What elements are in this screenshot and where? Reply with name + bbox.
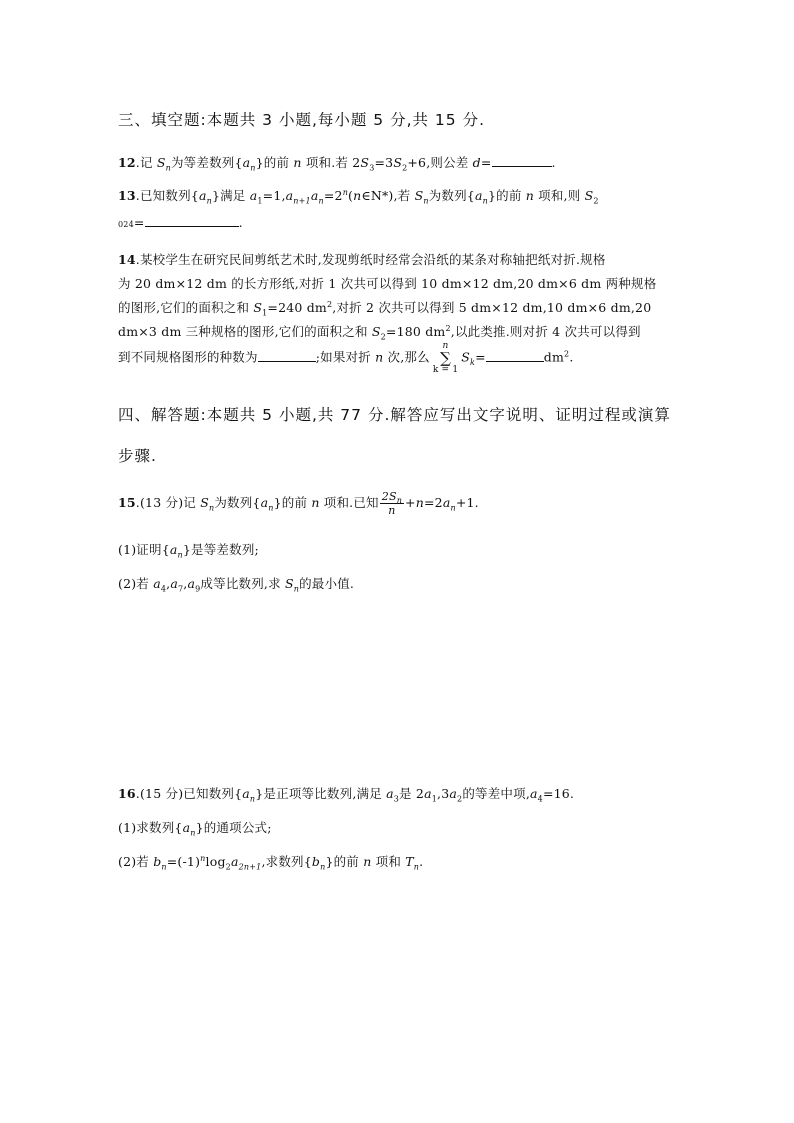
subscript: 1: [257, 196, 263, 206]
symbol: S: [414, 188, 424, 203]
text: 项和.若 2: [301, 155, 361, 170]
answer-blank[interactable]: [258, 350, 316, 362]
superscript: n: [200, 853, 206, 863]
subscript: 7: [177, 584, 184, 594]
text: ;如果对折: [315, 349, 376, 365]
subscript: n: [423, 196, 429, 206]
symbol: a: [169, 542, 178, 557]
text: .: [238, 215, 243, 230]
text: 项和,则: [533, 188, 585, 203]
subscript: 1: [262, 308, 268, 318]
subscript: n: [250, 163, 256, 173]
text: =: [133, 215, 145, 230]
subscript: n: [206, 196, 212, 206]
symbol: n: [353, 188, 362, 203]
numerator-text: 2S: [381, 490, 397, 503]
question-number: 13: [118, 188, 136, 203]
sigma-icon: ∑: [440, 349, 451, 367]
symbol: d: [472, 155, 481, 170]
text: .记: [135, 155, 157, 170]
symbol: a: [449, 786, 458, 801]
text: }的前: [487, 188, 526, 203]
question-13: [118, 186, 599, 204]
text: .: [551, 155, 556, 170]
symbol: a: [249, 188, 258, 203]
symbol: S: [253, 300, 263, 315]
question-number: 15: [118, 495, 136, 510]
text: =16.: [542, 786, 575, 801]
symbol: a: [285, 188, 294, 203]
subscript: n: [177, 550, 183, 560]
subscript: n: [293, 584, 300, 594]
question-14-line-4: [118, 322, 641, 340]
text: .: [569, 349, 574, 365]
text: (: [348, 188, 354, 203]
text: =: [480, 155, 492, 170]
sum-lower: k = 1: [432, 365, 459, 375]
symbol: S: [584, 188, 594, 203]
symbol: n: [363, 854, 372, 869]
text: 为等差数列{: [170, 155, 243, 170]
symbol: a: [474, 188, 483, 203]
subscript: 1: [431, 794, 438, 804]
sum-upper: n: [442, 341, 449, 351]
question-12: [118, 153, 556, 171]
question-number: 12: [118, 155, 136, 170]
superscript: 2: [326, 299, 333, 309]
symbol: S: [371, 324, 381, 339]
superscript: n: [342, 187, 349, 197]
symbol: a: [198, 188, 207, 203]
text: 成等比数列,求: [200, 576, 285, 591]
subscript: n+1: [293, 196, 311, 206]
text: (2)若: [118, 576, 154, 591]
text: ,: [183, 576, 188, 591]
text: =1,: [262, 188, 286, 203]
subscript: 3: [369, 163, 375, 173]
text: (1)证明{: [118, 542, 170, 557]
subscript: 2: [457, 794, 463, 804]
symbol: n: [293, 155, 302, 170]
text: ,求数列{: [261, 854, 312, 869]
text: }是正项等比数列,满足: [255, 786, 387, 801]
question-14-line-2: 为 20 dm×12 dm 的长方形纸,对折 1 次共可以得到 10 dm×12 dm,20 dm×6 dm 两种规格: [118, 276, 657, 291]
answer-blank[interactable]: [492, 155, 552, 167]
section-4-heading-continued: 步骤.: [118, 447, 157, 465]
question-14: [118, 250, 606, 268]
subscript: 024: [118, 220, 134, 229]
text: }的前: [325, 854, 364, 869]
text: 次,那么: [383, 349, 430, 365]
subscript: 2: [593, 196, 599, 206]
symbol: a: [310, 188, 319, 203]
text: ,对折 2 次共可以得到 5 dm×12 dm,10 dm×6 dm,20: [332, 300, 652, 315]
question-15-part-1: [118, 540, 259, 558]
text: 为数列{: [214, 495, 261, 510]
question-16-part-1: [118, 818, 272, 836]
question-number: 16: [118, 786, 136, 801]
text: 到不同规格图形的种数为: [118, 349, 258, 365]
symbol: a: [442, 495, 451, 510]
subscript: n: [161, 862, 167, 872]
text: 项和.已知: [319, 495, 379, 510]
symbol: a: [242, 786, 250, 801]
subscript: n: [165, 163, 171, 173]
question-15: [118, 490, 479, 517]
symbol: b: [153, 854, 162, 869]
text: 的最小值.: [299, 576, 355, 591]
subscript: 4: [160, 584, 167, 594]
symbol: n: [375, 349, 384, 365]
question-14-line-5: [118, 341, 574, 375]
question-16: [118, 784, 574, 802]
symbol: a: [386, 786, 394, 801]
symbol: a: [230, 854, 239, 869]
text: =180 dm: [385, 324, 446, 339]
text: 的等差中项,: [462, 786, 530, 801]
symbol: n: [311, 495, 320, 510]
summation: [433, 341, 458, 375]
answer-blank[interactable]: [145, 215, 239, 227]
text: }满足: [211, 188, 250, 203]
subscript: 2: [380, 332, 386, 342]
text: }的通项公式;: [195, 820, 272, 835]
symbol: S: [393, 155, 403, 170]
symbol: n: [525, 188, 534, 203]
subscript: 2n+1: [238, 862, 262, 872]
question-16-part-2: [118, 852, 423, 870]
section-4-heading: 四、解答题:本题共 5 小题,共 77 分.解答应写出文字说明、证明过程或演算: [118, 406, 671, 424]
question-13-continued: [118, 215, 243, 230]
question-15-part-2: [118, 574, 354, 592]
text: ,以此类推.则对折 4 次共可以得到: [450, 324, 641, 339]
text: .某校学生在研究民间剪纸艺术时,发现剪纸时经常会沿纸的某条对称轴把纸对折.规格: [135, 252, 606, 267]
denominator: n: [388, 504, 396, 517]
symbol: S: [461, 349, 471, 365]
question-number: 14: [118, 252, 136, 267]
text: =2: [424, 495, 443, 510]
text: .(15 分)已知数列{: [135, 786, 243, 801]
symbol: a: [260, 495, 269, 510]
text: .已知数列{: [135, 188, 199, 203]
text: +: [405, 495, 416, 510]
numerator: [380, 490, 404, 504]
symbol: a: [530, 786, 538, 801]
text: }是等差数列;: [182, 542, 259, 557]
subscript: n: [450, 503, 456, 513]
symbol: a: [187, 576, 196, 591]
subscript: n: [249, 794, 256, 804]
subscript: n: [413, 862, 420, 872]
subscript: 9: [195, 584, 201, 594]
text: .(13 分)记: [135, 495, 201, 510]
subscript: n: [320, 862, 326, 872]
text: 的图形,它们的面积之和: [118, 300, 254, 315]
subscript: n: [190, 828, 196, 838]
subscript: 2: [402, 163, 408, 173]
text: 为数列{: [428, 188, 475, 203]
section-3-heading: 三、填空题:本题共 3 小题,每小题 5 分,共 15 分.: [118, 111, 486, 129]
subscript: n: [482, 196, 488, 206]
symbol: b: [311, 854, 321, 869]
subscript: 3: [393, 794, 400, 804]
text: log: [205, 854, 226, 869]
symbol: a: [182, 820, 191, 835]
text: =2: [323, 188, 343, 203]
symbol: n: [415, 495, 424, 510]
text: .: [419, 854, 424, 869]
superscript: 2: [445, 323, 451, 333]
text: ,3: [437, 786, 450, 801]
text: 是 2: [399, 786, 425, 801]
superscript: 2: [564, 349, 570, 359]
subscript: k: [470, 358, 476, 367]
text: =(-1): [166, 854, 201, 869]
symbol: a: [424, 786, 432, 801]
text: =: [475, 349, 486, 365]
subscript: n: [268, 503, 274, 513]
text: =3: [374, 155, 394, 170]
text: dm×3 dm 三种规格的图形,它们的面积之和: [118, 324, 372, 339]
symbol: S: [200, 495, 209, 510]
symbol: S: [156, 155, 166, 170]
subscript: 2: [225, 862, 231, 872]
subscript: 4: [537, 794, 543, 804]
text: ,: [166, 576, 171, 591]
subscript: n: [318, 196, 324, 206]
text: ∈N*),若: [361, 188, 415, 203]
text: dm: [543, 349, 565, 365]
symbol: T: [405, 854, 414, 869]
text: }的前: [255, 155, 294, 170]
text: (2)若: [118, 854, 154, 869]
text: }的前: [273, 495, 312, 510]
subscript: n: [208, 503, 215, 513]
subscript: n: [396, 496, 403, 506]
text: 项和: [371, 854, 406, 869]
answer-blank[interactable]: [486, 350, 544, 362]
text: +6,则公差: [407, 155, 473, 170]
symbol: a: [153, 576, 161, 591]
text: +1.: [455, 495, 479, 510]
fraction: [380, 490, 404, 517]
symbol: S: [360, 155, 370, 170]
question-14-line-3: [118, 298, 651, 316]
symbol: S: [284, 576, 294, 591]
text: (1)求数列{: [118, 820, 183, 835]
text: =240 dm: [267, 300, 327, 315]
symbol: a: [242, 155, 251, 170]
symbol: a: [170, 576, 178, 591]
